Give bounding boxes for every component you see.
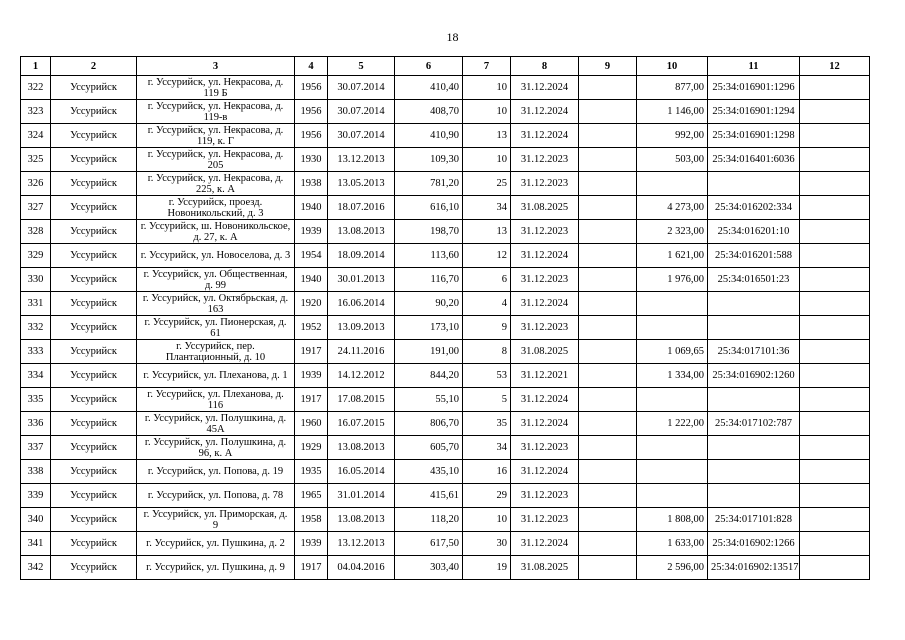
col9-cell [579, 100, 637, 124]
city-cell: Уссурийск [51, 172, 137, 196]
date-cell: 14.12.2012 [328, 364, 395, 388]
cadastral-number-cell [708, 172, 800, 196]
col12-cell [800, 532, 870, 556]
row-number: 325 [21, 148, 51, 172]
cost-cell [637, 484, 708, 508]
count-cell: 5 [463, 388, 511, 412]
address-cell: г. Уссурийск, ул. Некрасова, д. 119 Б [137, 76, 295, 100]
column-header: 3 [137, 57, 295, 76]
address-cell: г. Уссурийск, ул. Октябрьская, д. 163 [137, 292, 295, 316]
table-row [21, 148, 870, 172]
col12-cell [800, 244, 870, 268]
row-number: 340 [21, 508, 51, 532]
address-cell: г. Уссурийск, пер. Плантационный, д. 10 [137, 340, 295, 364]
city-cell: Уссурийск [51, 340, 137, 364]
deadline-cell: 31.12.2024 [511, 244, 579, 268]
col9-cell [579, 76, 637, 100]
table-row [21, 364, 870, 388]
date-cell: 30.01.2013 [328, 268, 395, 292]
col9-cell [579, 244, 637, 268]
count-cell: 34 [463, 436, 511, 460]
year-cell: 1917 [295, 388, 328, 412]
deadline-cell: 31.12.2024 [511, 388, 579, 412]
table-row [21, 244, 870, 268]
column-header: 5 [328, 57, 395, 76]
col9-cell [579, 220, 637, 244]
area-cell: 198,70 [395, 220, 463, 244]
area-cell: 415,61 [395, 484, 463, 508]
address-cell: г. Уссурийск, ул. Общественная, д. 99 [137, 268, 295, 292]
count-cell: 4 [463, 292, 511, 316]
count-cell: 34 [463, 196, 511, 220]
col9-cell [579, 268, 637, 292]
col9-cell [579, 508, 637, 532]
row-number: 330 [21, 268, 51, 292]
address-cell: г. Уссурийск, ул. Полушкина, д. 96, к. А [137, 436, 295, 460]
cadastral-number-cell [708, 436, 800, 460]
row-number: 328 [21, 220, 51, 244]
row-number: 331 [21, 292, 51, 316]
column-header: 9 [579, 57, 637, 76]
address-cell: г. Уссурийск, ул. Некрасова, д. 225, к. А [137, 172, 295, 196]
row-number: 337 [21, 436, 51, 460]
col12-cell [800, 292, 870, 316]
col9-cell [579, 388, 637, 412]
table-row [21, 484, 870, 508]
area-cell: 844,20 [395, 364, 463, 388]
year-cell: 1940 [295, 196, 328, 220]
table-row [21, 220, 870, 244]
count-cell: 10 [463, 508, 511, 532]
address-cell: г. Уссурийск, ул. Некрасова, д. 119-в [137, 100, 295, 124]
table-row [21, 268, 870, 292]
date-cell: 16.05.2014 [328, 460, 395, 484]
address-cell: г. Уссурийск, проезд. Новоникольский, д. 3 [137, 196, 295, 220]
area-cell: 605,70 [395, 436, 463, 460]
row-number: 323 [21, 100, 51, 124]
deadline-cell: 31.08.2025 [511, 556, 579, 580]
col12-cell [800, 196, 870, 220]
column-header: 10 [637, 57, 708, 76]
cadastral-number-cell [708, 484, 800, 508]
area-cell: 408,70 [395, 100, 463, 124]
count-cell: 13 [463, 124, 511, 148]
year-cell: 1958 [295, 508, 328, 532]
deadline-cell: 31.12.2024 [511, 532, 579, 556]
area-cell: 113,60 [395, 244, 463, 268]
address-cell: г. Уссурийск, ул. Плеханова, д. 116 [137, 388, 295, 412]
cadastral-number-cell: 25:34:016201:588 [708, 244, 800, 268]
cost-cell: 1 621,00 [637, 244, 708, 268]
row-number: 327 [21, 196, 51, 220]
table-row [21, 172, 870, 196]
city-cell: Уссурийск [51, 388, 137, 412]
cadastral-number-cell [708, 316, 800, 340]
area-cell: 55,10 [395, 388, 463, 412]
year-cell: 1952 [295, 316, 328, 340]
area-cell: 118,20 [395, 508, 463, 532]
row-number: 338 [21, 460, 51, 484]
deadline-cell: 31.12.2023 [511, 436, 579, 460]
cadastral-number-cell: 25:34:016902:13517 [708, 556, 800, 580]
col9-cell [579, 148, 637, 172]
city-cell: Уссурийск [51, 100, 137, 124]
cost-cell [637, 316, 708, 340]
column-header: 12 [800, 57, 870, 76]
col9-cell [579, 316, 637, 340]
count-cell: 10 [463, 100, 511, 124]
count-cell: 25 [463, 172, 511, 196]
table-header-row [21, 57, 870, 76]
row-number: 333 [21, 340, 51, 364]
cost-cell: 992,00 [637, 124, 708, 148]
col12-cell [800, 460, 870, 484]
cadastral-number-cell: 25:34:016901:1298 [708, 124, 800, 148]
city-cell: Уссурийск [51, 436, 137, 460]
row-number: 342 [21, 556, 51, 580]
table-row [21, 76, 870, 100]
count-cell: 30 [463, 532, 511, 556]
row-number: 339 [21, 484, 51, 508]
table-row [21, 556, 870, 580]
deadline-cell: 31.12.2023 [511, 148, 579, 172]
city-cell: Уссурийск [51, 268, 137, 292]
col12-cell [800, 388, 870, 412]
area-cell: 781,20 [395, 172, 463, 196]
year-cell: 1929 [295, 436, 328, 460]
table-row [21, 292, 870, 316]
deadline-cell: 31.12.2023 [511, 508, 579, 532]
table-row [21, 196, 870, 220]
col12-cell [800, 172, 870, 196]
year-cell: 1939 [295, 532, 328, 556]
cost-cell: 503,00 [637, 148, 708, 172]
cost-cell: 877,00 [637, 76, 708, 100]
count-cell: 9 [463, 316, 511, 340]
area-cell: 173,10 [395, 316, 463, 340]
col12-cell [800, 316, 870, 340]
date-cell: 30.07.2014 [328, 124, 395, 148]
year-cell: 1938 [295, 172, 328, 196]
count-cell: 29 [463, 484, 511, 508]
col12-cell [800, 436, 870, 460]
city-cell: Уссурийск [51, 316, 137, 340]
cadastral-number-cell: 25:34:016901:1294 [708, 100, 800, 124]
date-cell: 16.07.2015 [328, 412, 395, 436]
date-cell: 16.06.2014 [328, 292, 395, 316]
table-row [21, 460, 870, 484]
address-cell: г. Уссурийск, ул. Попова, д. 19 [137, 460, 295, 484]
count-cell: 16 [463, 460, 511, 484]
address-cell: г. Уссурийск, ул. Новоселова, д. 3 [137, 244, 295, 268]
date-cell: 24.11.2016 [328, 340, 395, 364]
city-cell: Уссурийск [51, 196, 137, 220]
column-header: 6 [395, 57, 463, 76]
address-cell: г. Уссурийск, ул. Пионерская, д. 61 [137, 316, 295, 340]
column-header: 4 [295, 57, 328, 76]
col12-cell [800, 148, 870, 172]
address-cell: г. Уссурийск, ул. Полушкина, д. 45А [137, 412, 295, 436]
city-cell: Уссурийск [51, 124, 137, 148]
row-number: 334 [21, 364, 51, 388]
address-cell: г. Уссурийск, ш. Новоникольское, д. 27, к. А [137, 220, 295, 244]
row-number: 336 [21, 412, 51, 436]
address-cell: г. Уссурийск, ул. Пушкина, д. 9 [137, 556, 295, 580]
count-cell: 53 [463, 364, 511, 388]
cost-cell: 1 334,00 [637, 364, 708, 388]
col9-cell [579, 436, 637, 460]
year-cell: 1930 [295, 148, 328, 172]
row-number: 332 [21, 316, 51, 340]
deadline-cell: 31.12.2024 [511, 76, 579, 100]
cost-cell: 1 976,00 [637, 268, 708, 292]
city-cell: Уссурийск [51, 508, 137, 532]
city-cell: Уссурийск [51, 244, 137, 268]
col9-cell [579, 556, 637, 580]
city-cell: Уссурийск [51, 148, 137, 172]
count-cell: 13 [463, 220, 511, 244]
row-number: 329 [21, 244, 51, 268]
col12-cell [800, 508, 870, 532]
date-cell: 13.12.2013 [328, 148, 395, 172]
table-row [21, 412, 870, 436]
area-cell: 109,30 [395, 148, 463, 172]
area-cell: 410,40 [395, 76, 463, 100]
date-cell: 13.08.2013 [328, 508, 395, 532]
city-cell: Уссурийск [51, 364, 137, 388]
cadastral-number-cell: 25:34:016501:23 [708, 268, 800, 292]
column-header: 7 [463, 57, 511, 76]
address-cell: г. Уссурийск, ул. Некрасова, д. 205 [137, 148, 295, 172]
year-cell: 1956 [295, 100, 328, 124]
col12-cell [800, 124, 870, 148]
date-cell: 31.01.2014 [328, 484, 395, 508]
deadline-cell: 31.12.2024 [511, 460, 579, 484]
city-cell: Уссурийск [51, 292, 137, 316]
city-cell: Уссурийск [51, 484, 137, 508]
deadline-cell: 31.12.2024 [511, 100, 579, 124]
date-cell: 13.12.2013 [328, 532, 395, 556]
area-cell: 616,10 [395, 196, 463, 220]
cost-cell: 1 222,00 [637, 412, 708, 436]
date-cell: 18.09.2014 [328, 244, 395, 268]
column-header: 11 [708, 57, 800, 76]
cost-cell [637, 292, 708, 316]
cadastral-number-cell: 25:34:016902:1260 [708, 364, 800, 388]
cadastral-number-cell: 25:34:016401:6036 [708, 148, 800, 172]
col9-cell [579, 196, 637, 220]
deadline-cell: 31.12.2023 [511, 316, 579, 340]
area-cell: 90,20 [395, 292, 463, 316]
cadastral-number-cell: 25:34:016202:334 [708, 196, 800, 220]
area-cell: 116,70 [395, 268, 463, 292]
cost-cell: 2 596,00 [637, 556, 708, 580]
col12-cell [800, 268, 870, 292]
col9-cell [579, 172, 637, 196]
cadastral-number-cell: 25:34:017101:828 [708, 508, 800, 532]
row-number: 326 [21, 172, 51, 196]
table-row [21, 388, 870, 412]
housing-table [20, 56, 870, 580]
cadastral-number-cell: 25:34:017102:787 [708, 412, 800, 436]
table-body [21, 76, 870, 580]
city-cell: Уссурийск [51, 76, 137, 100]
area-cell: 435,10 [395, 460, 463, 484]
cost-cell: 1 808,00 [637, 508, 708, 532]
cadastral-number-cell: 25:34:016901:1296 [708, 76, 800, 100]
date-cell: 13.08.2013 [328, 220, 395, 244]
cost-cell: 1 146,00 [637, 100, 708, 124]
date-cell: 30.07.2014 [328, 76, 395, 100]
count-cell: 10 [463, 148, 511, 172]
deadline-cell: 31.12.2023 [511, 220, 579, 244]
table-row [21, 436, 870, 460]
col9-cell [579, 532, 637, 556]
cost-cell [637, 460, 708, 484]
year-cell: 1920 [295, 292, 328, 316]
deadline-cell: 31.12.2024 [511, 292, 579, 316]
year-cell: 1965 [295, 484, 328, 508]
city-cell: Уссурийск [51, 556, 137, 580]
year-cell: 1935 [295, 460, 328, 484]
year-cell: 1960 [295, 412, 328, 436]
deadline-cell: 31.12.2021 [511, 364, 579, 388]
date-cell: 13.09.2013 [328, 316, 395, 340]
city-cell: Уссурийск [51, 532, 137, 556]
date-cell: 04.04.2016 [328, 556, 395, 580]
col9-cell [579, 412, 637, 436]
deadline-cell: 31.12.2024 [511, 124, 579, 148]
table-row [21, 532, 870, 556]
deadline-cell: 31.08.2025 [511, 340, 579, 364]
table-row [21, 340, 870, 364]
row-number: 322 [21, 76, 51, 100]
col12-cell [800, 340, 870, 364]
col9-cell [579, 460, 637, 484]
col9-cell [579, 292, 637, 316]
column-header: 1 [21, 57, 51, 76]
cadastral-number-cell [708, 292, 800, 316]
date-cell: 13.08.2013 [328, 436, 395, 460]
address-cell: г. Уссурийск, ул. Плеханова, д. 1 [137, 364, 295, 388]
col12-cell [800, 220, 870, 244]
row-number: 324 [21, 124, 51, 148]
year-cell: 1956 [295, 76, 328, 100]
table-row [21, 508, 870, 532]
cost-cell [637, 388, 708, 412]
table-row [21, 316, 870, 340]
col12-cell [800, 364, 870, 388]
year-cell: 1917 [295, 340, 328, 364]
row-number: 335 [21, 388, 51, 412]
count-cell: 19 [463, 556, 511, 580]
city-cell: Уссурийск [51, 460, 137, 484]
year-cell: 1939 [295, 364, 328, 388]
col12-cell [800, 100, 870, 124]
col12-cell [800, 484, 870, 508]
count-cell: 6 [463, 268, 511, 292]
year-cell: 1956 [295, 124, 328, 148]
count-cell: 35 [463, 412, 511, 436]
cadastral-number-cell: 25:34:016201:10 [708, 220, 800, 244]
deadline-cell: 31.12.2024 [511, 412, 579, 436]
cost-cell [637, 172, 708, 196]
area-cell: 410,90 [395, 124, 463, 148]
date-cell: 30.07.2014 [328, 100, 395, 124]
column-header: 8 [511, 57, 579, 76]
address-cell: г. Уссурийск, ул. Приморская, д. 9 [137, 508, 295, 532]
cost-cell [637, 436, 708, 460]
col9-cell [579, 124, 637, 148]
date-cell: 17.08.2015 [328, 388, 395, 412]
area-cell: 303,40 [395, 556, 463, 580]
deadline-cell: 31.12.2023 [511, 268, 579, 292]
deadline-cell: 31.12.2023 [511, 484, 579, 508]
count-cell: 10 [463, 76, 511, 100]
deadline-cell: 31.08.2025 [511, 196, 579, 220]
col12-cell [800, 76, 870, 100]
cadastral-number-cell: 25:34:016902:1266 [708, 532, 800, 556]
page-number: 18 [446, 30, 459, 44]
area-cell: 806,70 [395, 412, 463, 436]
column-header: 2 [51, 57, 137, 76]
year-cell: 1954 [295, 244, 328, 268]
cadastral-number-cell [708, 388, 800, 412]
cost-cell: 4 273,00 [637, 196, 708, 220]
col12-cell [800, 412, 870, 436]
city-cell: Уссурийск [51, 412, 137, 436]
col9-cell [579, 364, 637, 388]
address-cell: г. Уссурийск, ул. Попова, д. 78 [137, 484, 295, 508]
address-cell: г. Уссурийск, ул. Пушкина, д. 2 [137, 532, 295, 556]
cost-cell: 1 633,00 [637, 532, 708, 556]
year-cell: 1917 [295, 556, 328, 580]
count-cell: 8 [463, 340, 511, 364]
col9-cell [579, 340, 637, 364]
city-cell: Уссурийск [51, 220, 137, 244]
year-cell: 1940 [295, 268, 328, 292]
year-cell: 1939 [295, 220, 328, 244]
cadastral-number-cell: 25:34:017101:36 [708, 340, 800, 364]
table-row [21, 100, 870, 124]
area-cell: 617,50 [395, 532, 463, 556]
cost-cell: 2 323,00 [637, 220, 708, 244]
cadastral-number-cell [708, 460, 800, 484]
count-cell: 12 [463, 244, 511, 268]
date-cell: 18.07.2016 [328, 196, 395, 220]
address-cell: г. Уссурийск, ул. Некрасова, д. 119, к. Г [137, 124, 295, 148]
row-number: 341 [21, 532, 51, 556]
date-cell: 13.05.2013 [328, 172, 395, 196]
table-row [21, 124, 870, 148]
deadline-cell: 31.12.2023 [511, 172, 579, 196]
area-cell: 191,00 [395, 340, 463, 364]
col12-cell [800, 556, 870, 580]
col9-cell [579, 484, 637, 508]
cost-cell: 1 069,65 [637, 340, 708, 364]
